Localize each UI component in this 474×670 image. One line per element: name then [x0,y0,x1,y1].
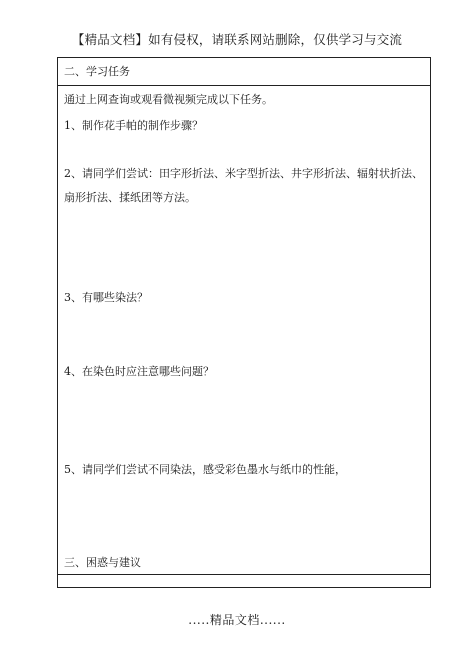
task-intro: 通过上网查询或观看微视频完成以下任务。 [64,93,273,106]
question-1: 1、制作花手帕的制作步骤？ [64,119,203,132]
confusion-heading: 三、困惑与建议 [64,556,141,569]
page-footer: .....精品文档...... [188,613,286,627]
question-4: 4、在染色时应注意哪些问题？ [64,365,214,378]
task-heading-row [58,58,430,86]
task-content-row [58,86,430,575]
question-5: 5、请同学们尝试不同染法，感受彩色墨水与纸巾的性能， [64,463,346,476]
confusion-row [58,575,430,589]
question-3: 3、有哪些染法？ [64,291,148,304]
worksheet-table [57,57,431,588]
question-2-line-1: 2、请同学们尝试：田字形折法、米字型折法、井字形折法、辐射状折法、 [64,167,423,180]
page-header: 【精品文档】如有侵权，请联系网站删除，仅供学习与交流 [71,32,403,47]
question-2-line-2: 扇形折法、揉纸团等方法。 [64,191,196,204]
task-heading: 二、学习任务 [64,65,130,78]
